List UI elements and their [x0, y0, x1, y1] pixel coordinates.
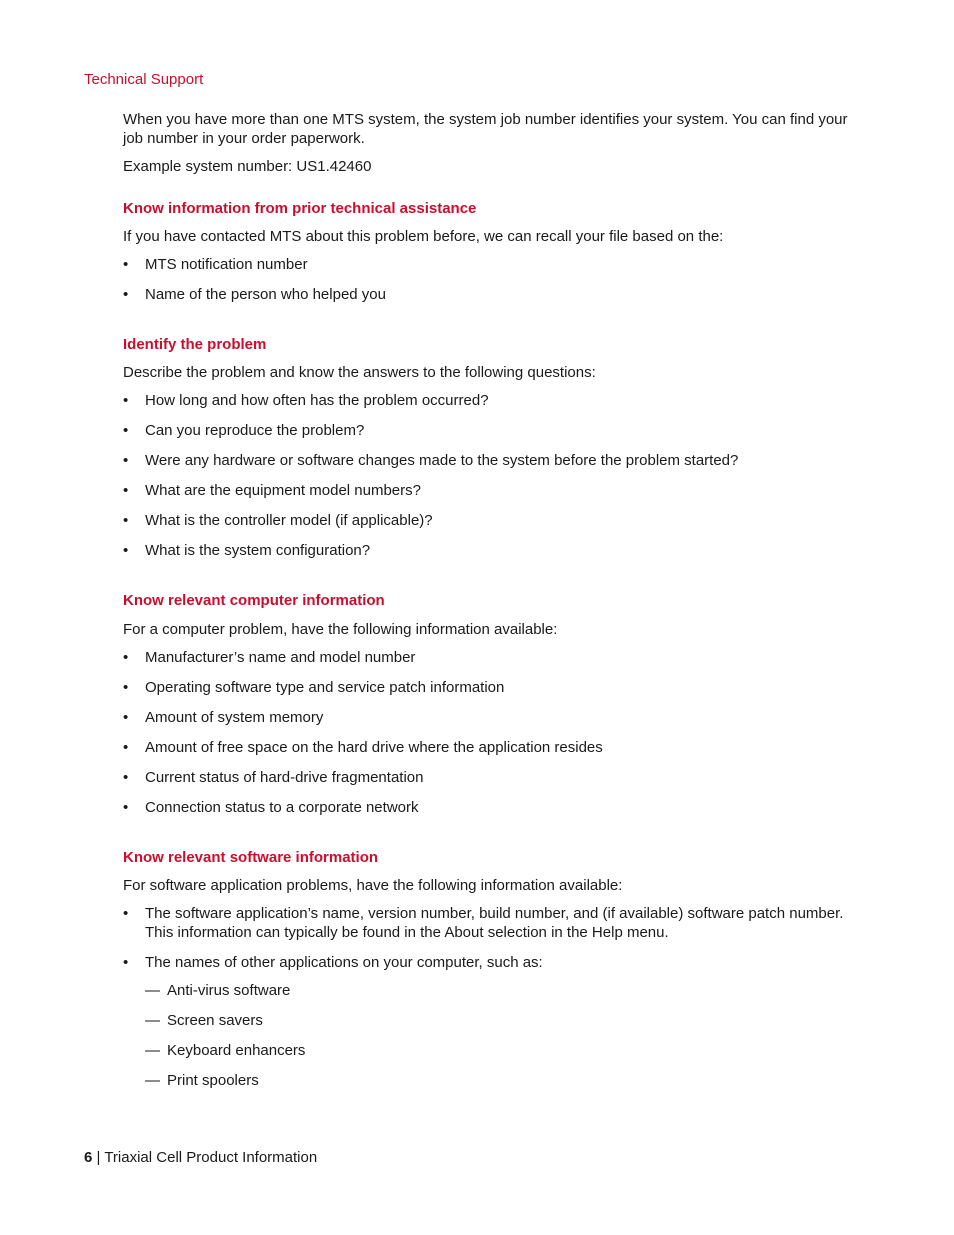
identify-problem-list: [123, 391, 853, 560]
prior-assistance-list: [123, 255, 853, 304]
software-info-heading: Know relevant software information: [123, 849, 379, 866]
intro-paragraph: When you have more than one MTS system, the system job number identifies your system. You can find your job number in your order paperwork.: [123, 111, 848, 147]
computer-info-list: [123, 648, 853, 817]
software-info-list: [123, 904, 853, 1090]
identify-problem-heading: Identify the problem: [123, 336, 267, 353]
document-title: Triaxial Cell Product Information: [104, 1149, 318, 1166]
sub-list-item: — Screen savers: [145, 1011, 853, 1030]
list-item: • Can you reproduce the problem?: [123, 421, 853, 440]
list-item: [123, 953, 853, 1090]
prior-assistance-heading: Know information from prior technical assistance: [123, 200, 477, 217]
list-item: • What is the controller model (if applicable)?: [123, 511, 853, 530]
list-item: • Were any hardware or software changes made to the system before the problem started?: [123, 451, 853, 470]
page-footer: [84, 1149, 317, 1166]
computer-info-heading: Know relevant computer information: [123, 592, 385, 609]
page-content: [123, 110, 853, 1101]
list-item: • What is the system configuration?: [123, 541, 853, 560]
section-header: Technical Support: [84, 71, 204, 88]
list-item: • Amount of free space on the hard drive where the application resides: [123, 738, 853, 757]
prior-assistance-lead: If you have contacted MTS about this problem before, we can recall your file based on the:: [123, 228, 724, 245]
list-item-label: The names of other applications on your computer, such as:: [145, 954, 543, 971]
identify-problem-lead: Describe the problem and know the answers to the following questions:: [123, 364, 596, 381]
list-item: • Current status of hard-drive fragmentation: [123, 768, 853, 787]
list-item: • MTS notification number: [123, 255, 853, 274]
sub-list-item: — Keyboard enhancers: [145, 1041, 853, 1060]
list-item: • Manufacturer’s name and model number: [123, 648, 853, 667]
list-item: • Amount of system memory: [123, 708, 853, 727]
list-item: • How long and how often has the problem occurred?: [123, 391, 853, 410]
computer-info-lead: For a computer problem, have the following information available:: [123, 621, 558, 638]
page-number: 6: [84, 1149, 93, 1166]
example-system-number: Example system number: US1.42460: [123, 158, 372, 175]
list-item: • Operating software type and service patch information: [123, 678, 853, 697]
list-item: • What are the equipment model numbers?: [123, 481, 853, 500]
list-item: • Name of the person who helped you: [123, 285, 853, 304]
sub-list-item: — Anti-virus software: [145, 981, 853, 1000]
list-item: • The software application’s name, version number, build number, and (if available) software patch number. This information can typically be found in the About selection in the Help menu.: [123, 904, 853, 942]
sub-list-item: — Print spoolers: [145, 1071, 853, 1090]
software-sublist: [145, 981, 853, 1090]
footer-separator: |: [96, 1149, 101, 1166]
list-item: • Connection status to a corporate network: [123, 798, 853, 817]
software-info-lead: For software application problems, have the following information available:: [123, 877, 623, 894]
